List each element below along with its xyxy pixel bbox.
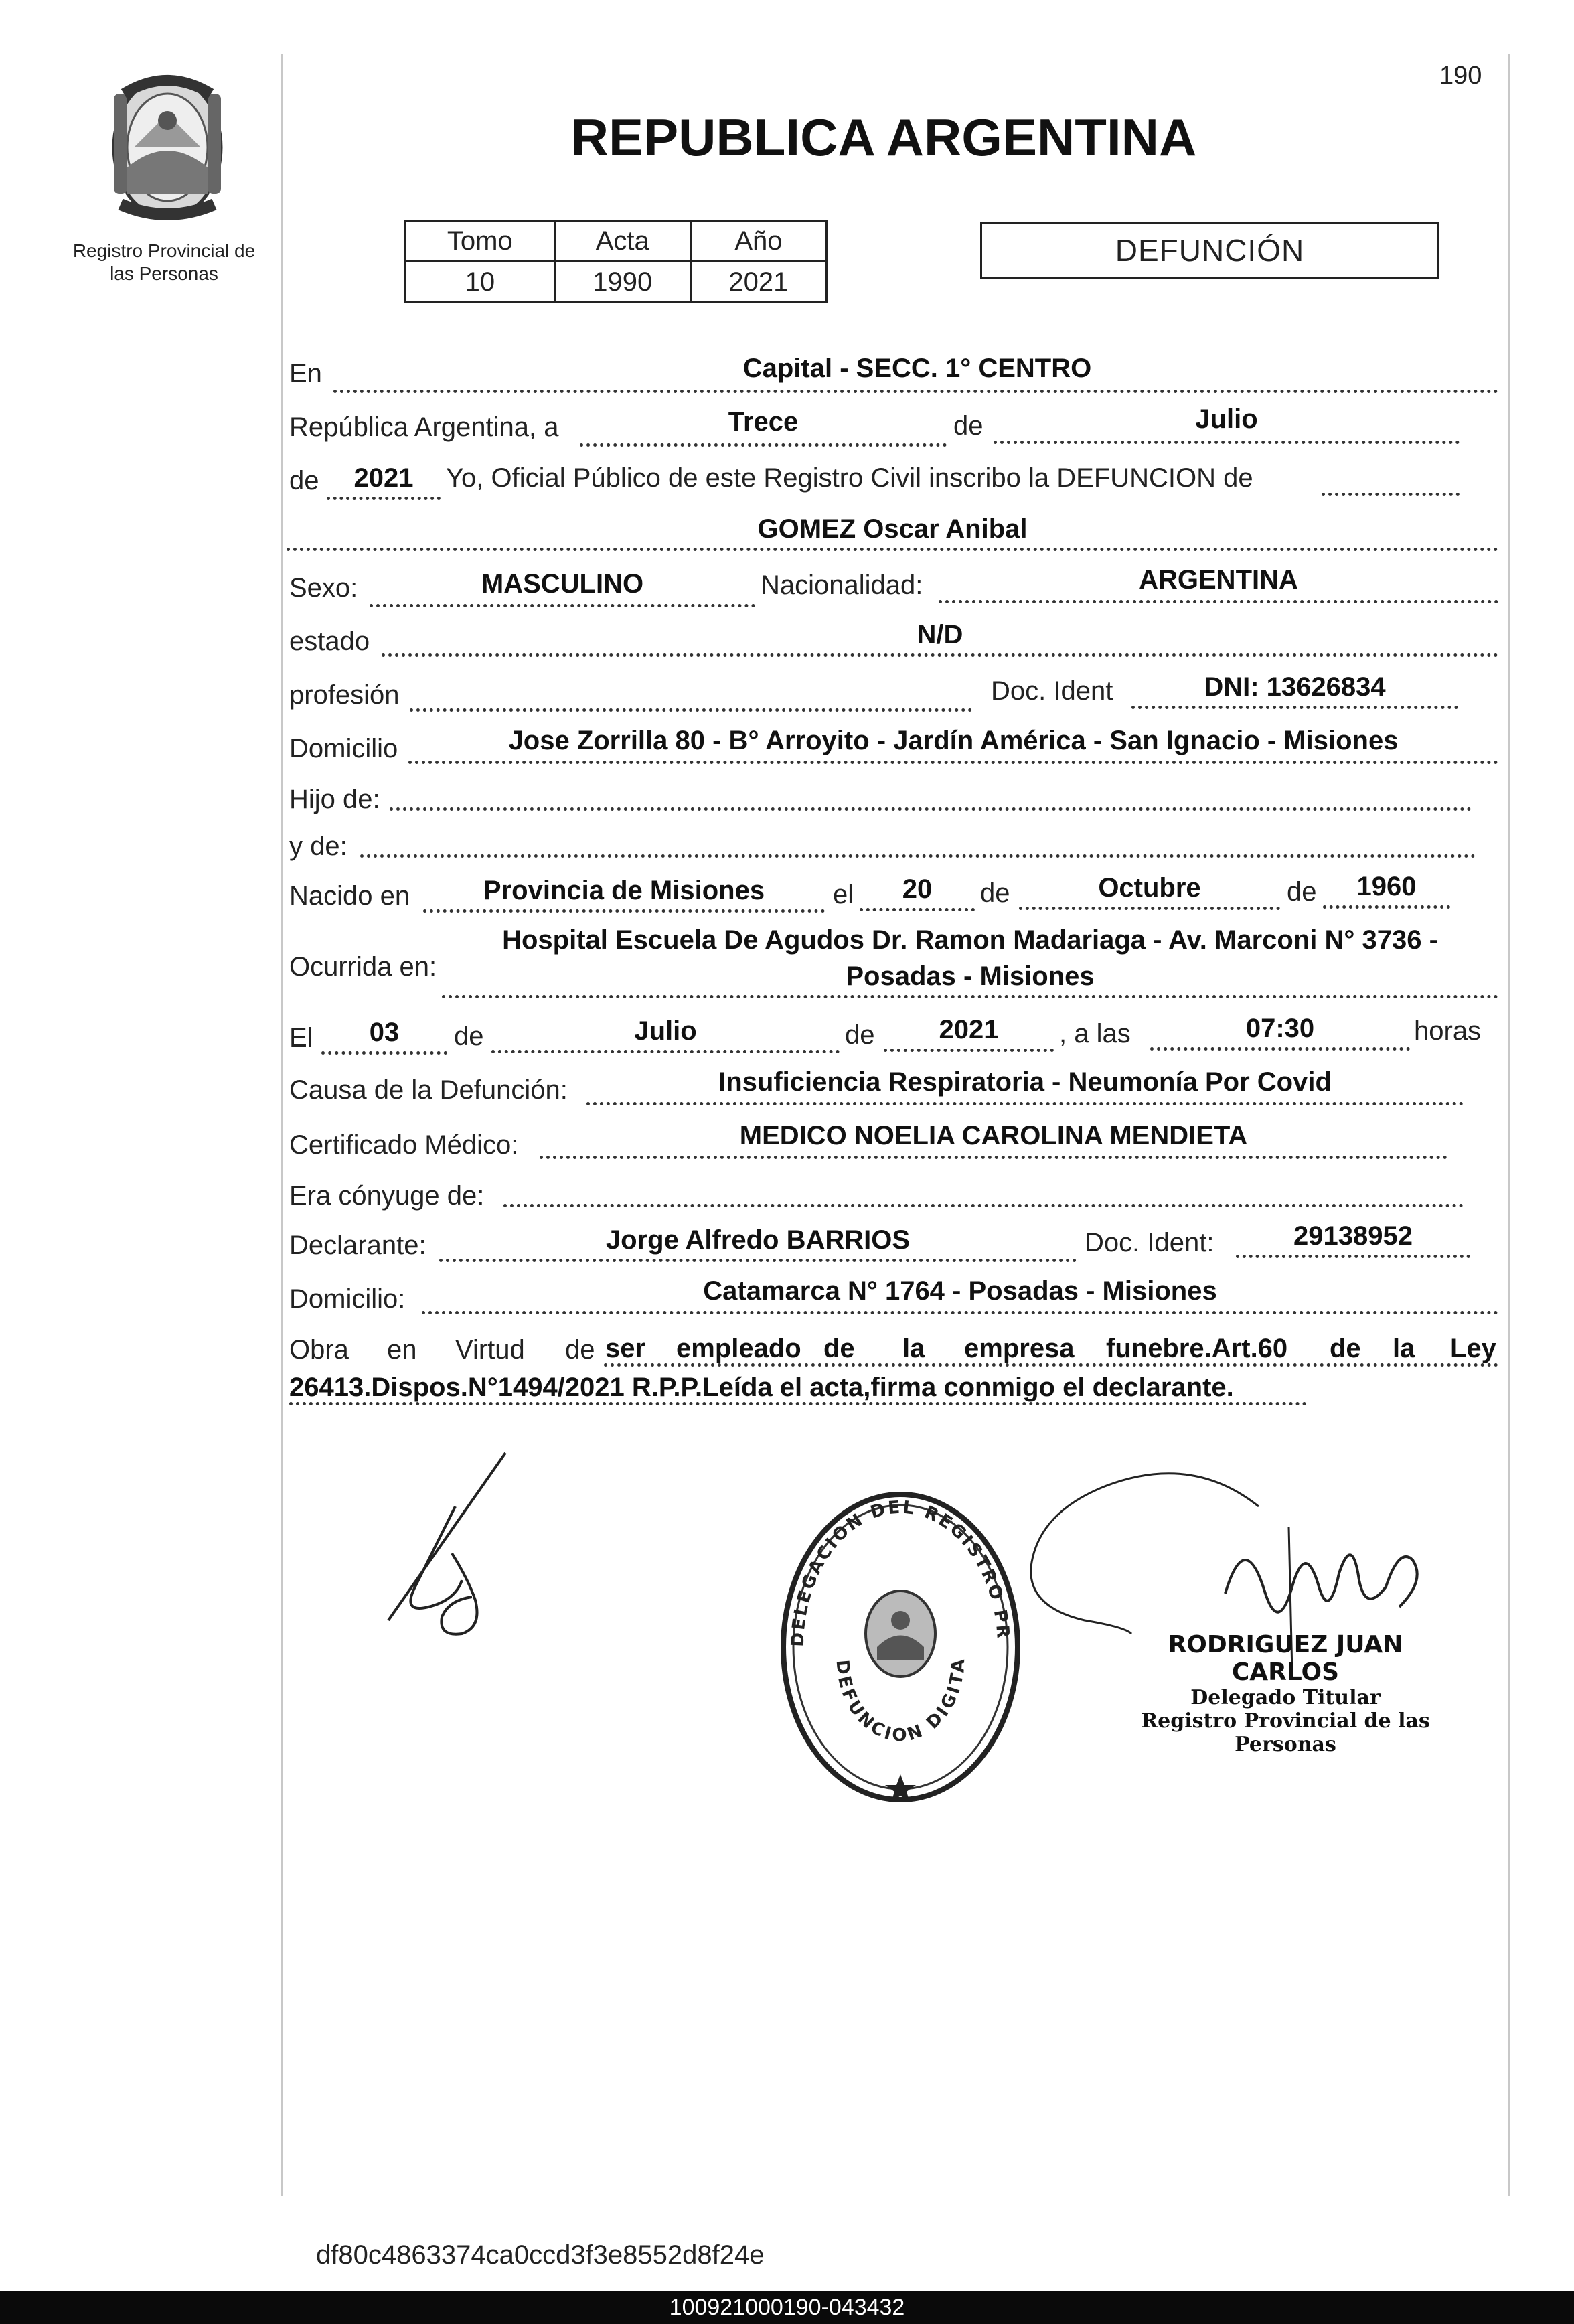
- value-def-dia: 03: [369, 1018, 400, 1047]
- label-de-1: de: [953, 411, 983, 441]
- label-de-2: de: [289, 466, 319, 495]
- value-tomo: 10: [406, 262, 555, 303]
- value-estado: N/D: [917, 620, 963, 649]
- value-declarante-domicilio: Catamarca N° 1764 - Posadas - Misiones: [703, 1276, 1217, 1306]
- value-def-hora: 07:30: [1245, 1014, 1315, 1043]
- line-def-mes: [491, 1050, 840, 1053]
- value-anio: 2021: [690, 262, 826, 303]
- label-obra-de: de: [565, 1335, 595, 1365]
- label-y-de: y de:: [289, 832, 347, 861]
- registrar-role: Delegado Titular: [1190, 1686, 1381, 1709]
- seal-outer-text: DELEGACION DEL REGISTRO PR: [787, 1497, 1014, 1648]
- registry-name-line1: Registro Provincial de: [72, 240, 256, 261]
- declarant-signature: [375, 1446, 549, 1647]
- label-obra: Obra: [289, 1335, 349, 1365]
- value-obra-linea2: 26413.Dispos.N°1494/2021 R.P.P.Leída el acta,firma conmigo el declarante.: [289, 1373, 1234, 1402]
- line-profesion: [410, 708, 972, 712]
- value-certificado: MEDICO NOELIA CAROLINA MENDIETA: [739, 1121, 1248, 1150]
- label-conyuge: Era cónyuge de:: [289, 1181, 485, 1211]
- value-ocurrida-linea2: Posadas - Misiones: [846, 961, 1095, 991]
- page-number: 190: [1439, 62, 1482, 90]
- line-certificado: [540, 1156, 1447, 1159]
- registrar-name: RODRIGUEZ JUAN CARLOS: [1168, 1631, 1403, 1686]
- label-republica: República Argentina, a: [289, 412, 559, 442]
- value-nac-dia: 20: [902, 874, 933, 904]
- line-estado: [382, 653, 1498, 657]
- record-table-value-row: [406, 262, 827, 303]
- line-mes-inscripcion: [994, 441, 1460, 444]
- record-type-box: DEFUNCIÓN: [980, 222, 1439, 279]
- document-hash: df80c4863374ca0ccd3f3e8552d8f24e: [316, 2240, 765, 2270]
- label-el: el: [833, 880, 854, 909]
- label-el-2: El: [289, 1023, 313, 1053]
- label-yo: Yo, Oficial Público de este Registro Civil inscribo la DEFUNCION de: [446, 463, 1253, 493]
- value-ocurrida-linea1: Hospital Escuela De Agudos Dr. Ramon Madariaga - Av. Marconi N° 3736 -: [502, 925, 1438, 955]
- label-doc-ident: Doc. Ident: [991, 676, 1113, 706]
- line-fallecido: [287, 548, 1498, 551]
- left-margin-line: [281, 54, 283, 2196]
- label-obra-en: en: [387, 1335, 417, 1365]
- label-domicilio-2: Domicilio:: [289, 1284, 406, 1314]
- obra-word-7: de: [1330, 1334, 1361, 1363]
- value-nacido-en: Provincia de Misiones: [483, 876, 765, 905]
- official-seal: [777, 1486, 1024, 1808]
- obra-word-3: de: [823, 1334, 855, 1363]
- obra-word-2: empleado: [676, 1334, 801, 1363]
- value-anio-inscripcion: 2021: [353, 463, 414, 493]
- label-domicilio: Domicilio: [289, 734, 398, 763]
- label-a-las: , a las: [1059, 1019, 1131, 1049]
- line-def-hora: [1150, 1047, 1410, 1051]
- line-anio-inscripcion: [327, 497, 441, 500]
- value-sexo: MASCULINO: [481, 569, 644, 599]
- label-causa: Causa de la Defunción:: [289, 1075, 568, 1105]
- label-obra-virtud: Virtud: [455, 1335, 525, 1365]
- registrar-stamp: [1111, 1631, 1460, 1756]
- label-de-4: de: [1287, 877, 1317, 907]
- value-domicilio: Jose Zorrilla 80 - B° Arroyito - Jardín América - San Ignacio - Misiones: [508, 726, 1399, 755]
- value-def-anio: 2021: [939, 1015, 999, 1044]
- barcode-text-bar: 100921000190-043432: [0, 2291, 1574, 2324]
- line-documento: [1131, 706, 1458, 709]
- value-mes-inscripcion: Julio: [1195, 404, 1258, 434]
- value-def-mes: Julio: [634, 1016, 697, 1046]
- line-def-anio: [884, 1049, 1054, 1052]
- label-profesion: profesión: [289, 680, 400, 710]
- line-causa: [586, 1102, 1464, 1105]
- right-margin-line: [1508, 54, 1510, 2196]
- value-fallecido: GOMEZ Oscar Anibal: [757, 514, 1028, 544]
- line-sexo: [370, 604, 755, 607]
- label-horas: horas: [1414, 1016, 1482, 1046]
- label-de-6: de: [845, 1020, 875, 1050]
- line-declarante: [439, 1259, 1077, 1262]
- header-anio: Año: [690, 221, 826, 262]
- provincia-misiones-logo: [94, 67, 241, 228]
- value-lugar: Capital - SECC. 1° CENTRO: [742, 354, 1092, 383]
- obra-word-1: ser: [605, 1334, 646, 1363]
- registry-name-line2: las Personas: [110, 263, 218, 284]
- value-nacionalidad: ARGENTINA: [1139, 565, 1298, 595]
- line-nac-dia: [860, 908, 975, 911]
- line-lugar: [333, 390, 1498, 393]
- line-obra-2: [289, 1402, 1307, 1405]
- header-acta: Acta: [554, 221, 690, 262]
- obra-word-9: Ley: [1450, 1334, 1496, 1363]
- line-def-dia: [321, 1051, 447, 1055]
- line-declarante-doc: [1236, 1255, 1470, 1258]
- obra-word-8: la: [1393, 1334, 1415, 1363]
- line-nac-anio: [1323, 905, 1450, 909]
- document-title: REPUBLICA ARGENTINA: [570, 108, 1197, 167]
- label-de-5: de: [454, 1022, 484, 1051]
- label-en: En: [289, 359, 322, 388]
- obra-word-4: la: [902, 1334, 925, 1363]
- value-nac-anio: 1960: [1356, 872, 1417, 901]
- line-fallecido-start: [1322, 493, 1460, 496]
- value-acta: 1990: [554, 262, 690, 303]
- line-nacido-en: [423, 909, 825, 913]
- label-certificado: Certificado Médico:: [289, 1130, 519, 1160]
- line-y-de: [360, 854, 1476, 858]
- label-hijo-de: Hijo de:: [289, 785, 380, 814]
- value-causa: Insuficiencia Respiratoria - Neumonía Por Covid: [718, 1067, 1332, 1097]
- obra-word-5: empresa: [964, 1334, 1075, 1363]
- registrar-office: Registro Provincial de las Personas: [1141, 1709, 1430, 1756]
- line-nacionalidad: [939, 600, 1498, 603]
- line-ocurrida: [442, 995, 1498, 998]
- value-declarante-doc: 29138952: [1293, 1221, 1413, 1251]
- seal-inner-text: DEFUNCION DIGITA: [832, 1656, 969, 1746]
- line-dia-inscripcion: [580, 443, 947, 447]
- line-nac-mes: [1019, 907, 1280, 910]
- label-estado: estado: [289, 627, 370, 656]
- label-ocurrida-en: Ocurrida en:: [289, 952, 437, 982]
- value-dia-inscripcion: Trece: [728, 407, 799, 437]
- label-nacionalidad: Nacionalidad:: [761, 570, 923, 600]
- value-declarante: Jorge Alfredo BARRIOS: [605, 1225, 911, 1255]
- line-domicilio: [408, 761, 1498, 764]
- line-obra-1: [604, 1363, 1498, 1367]
- header-tomo: Tomo: [406, 221, 555, 262]
- obra-word-6: funebre.Art.60: [1106, 1334, 1288, 1363]
- label-declarante: Declarante:: [289, 1231, 426, 1260]
- line-hijo-de: [390, 807, 1472, 811]
- label-de-3: de: [980, 878, 1010, 908]
- label-nacido-en: Nacido en: [289, 881, 410, 911]
- record-table-header-row: [406, 221, 827, 262]
- line-conyuge: [503, 1204, 1464, 1207]
- record-table: [404, 220, 828, 303]
- value-nac-mes: Octubre: [1098, 873, 1201, 903]
- label-doc-ident-2: Doc. Ident:: [1085, 1228, 1214, 1257]
- label-sexo: Sexo:: [289, 573, 358, 603]
- line-declarante-domicilio: [422, 1311, 1498, 1314]
- value-documento: DNI: 13626834: [1204, 672, 1386, 702]
- registry-name: [47, 240, 281, 285]
